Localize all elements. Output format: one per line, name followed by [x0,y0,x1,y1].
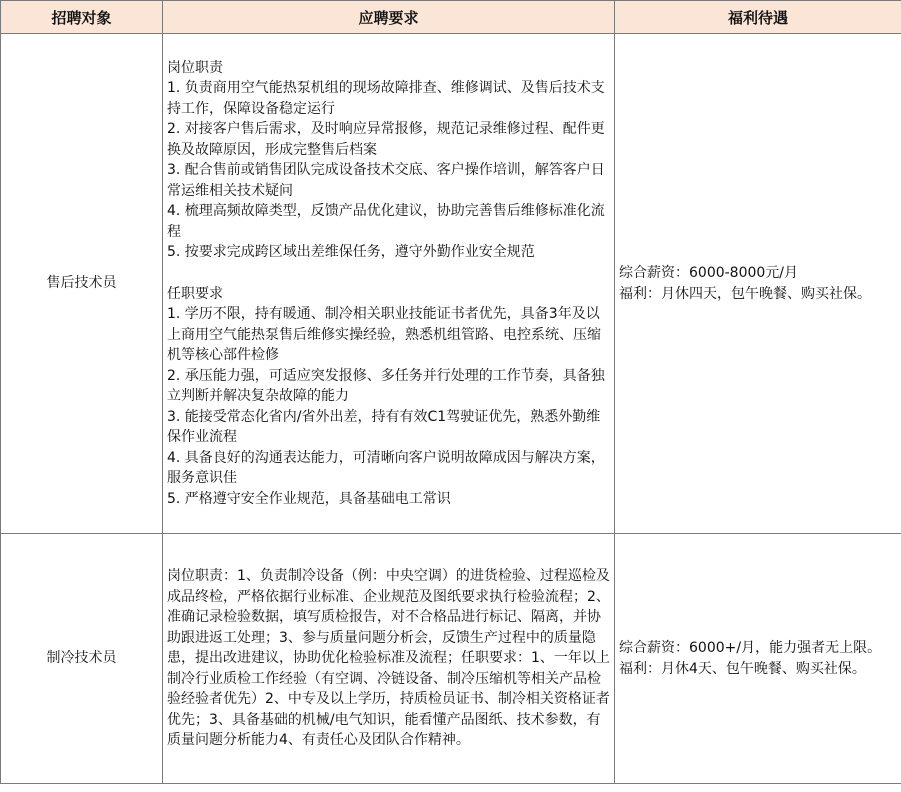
duty-item: 5. 按要求完成跨区域出差维保任务，遵守外勤作业安全规范 [167,244,535,261]
header-benefits: 福利待遇 [615,1,901,34]
requirement-item: 1. 学历不限，持有暖通、制冷相关职业技能证书者优先，具备3年及以上商用空气能热泵售后维修实操经验，熟悉机组管路、电控系统、压缩机等核心部件检修 [167,306,601,364]
requirement-item: 2. 承压能力强，可适应突发报修、多任务并行处理的工作节奏，具备独立判断并解决复杂故障的能力 [167,367,605,405]
table-row [1,34,901,534]
salary-text: 综合薪资：6000-8000元/月 [619,265,799,281]
requirements-cell [163,34,615,534]
duty-item: 4. 梳理高频故障类型，反馈产品优化建议，协助完善售后维修标准化流程 [167,203,605,240]
header-target: 招聘对象 [1,1,163,34]
requirements-title: 任职要求 [167,285,223,302]
benefits-cell [615,34,901,534]
table-row [1,534,901,784]
welfare-text: 福利：月休4天、包午晚餐、购买社保。 [619,660,866,677]
requirements-cell [163,534,615,784]
duty-item: 1. 负责商用空气能热泵机组的现场故障排查、维修调试、及售后技术支持工作，保障设备稳定运行 [167,80,605,117]
requirement-item: 5. 严格遵守安全作业规范，具备基础电工常识 [167,490,451,507]
header-requirements: 应聘要求 [163,1,615,34]
requirements-text: 岗位职责：1、负责制冷设备（例：中央空调）的进货检验、过程巡检及成品终检，严格依据行业标准、企业规范及图纸要求执行检验流程；2、准确记录检验数据，填写质检报告，对不合格品进行标记、隔离，并协助跟进返工处理；3、参与质量问题分析会，反馈生产过程中的质量隐患，提出改进建议，协助优化检验标准及流程；任职要求：1、一年以上制冷行业质检工作经验（有空调、冷链设备、制冷压缩机等相关产品检验经验者优先）2、中专及以上学历，持质检员证书、制冷相关资格证者优先；3、具备基础的机械/电气知识，能看懂产品图纸、技术参数，有质量问题分析能力4、有责任心及团队合作精神。 [167,568,610,749]
welfare-text: 福利：月休四天，包午晚餐、购买社保。 [619,285,871,302]
salary-text: 综合薪资：6000+/月，能力强者无上限。 [619,640,882,656]
requirement-item: 4. 具备良好的沟通表达能力，可清晰向客户说明故障成因与解决方案，服务意识佳 [167,449,605,487]
benefits-cell [615,534,901,784]
duty-item: 3. 配合售前或销售团队完成设备技术交底、客户操作培训，解答客户日常运维相关技术疑问 [167,162,605,199]
duties-title: 岗位职责 [167,59,223,76]
section-gap [167,263,610,284]
requirement-item: 3. 能接受常态化省内/省外出差，持有有效C1驾驶证优先，熟悉外勤维保作业流程 [167,408,601,446]
role-cell: 制冷技术员 [1,534,163,784]
duty-item: 2. 对接客户售后需求，及时响应异常报修，规范记录维修过程、配件更换及故障原因，形成完整售后档案 [167,121,605,158]
table-header-row [1,1,901,34]
role-cell: 售后技术员 [1,34,163,534]
